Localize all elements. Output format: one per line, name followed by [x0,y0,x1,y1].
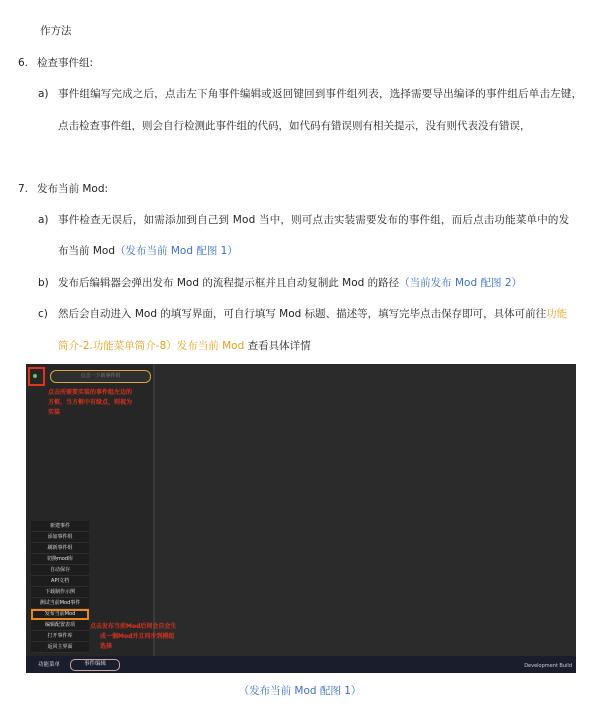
list-number-6: 6. [18,57,29,69]
new-event-group-input[interactable]: 点击一下新事件组 [50,370,151,383]
menu-item-api-docs[interactable]: API文档 [31,576,89,587]
list-marker-7a: a) [38,214,49,226]
paragraph-7b [58,276,522,290]
menu-item-test-mod-events[interactable]: 测试当前Mod事件 [31,598,89,609]
panel-divider [153,364,155,656]
heading-check-event-group: 检查事件组: [37,57,94,69]
implemented-green-dot[interactable] [33,374,37,378]
paragraph-7a-text: 布当前 Mod [58,245,115,257]
menu-item-open-event-library[interactable]: 打开事件库 [31,631,89,642]
menu-item-publish-mod[interactable]: 发布当前Mod [31,609,89,620]
function-menu [31,521,89,653]
build-label: Development Build [524,663,572,669]
list-marker-7c: c) [38,308,48,320]
figure-caption: （发布当前 Mod 配图 1） [238,685,362,697]
annotation-line: 选择 [100,643,113,650]
paragraph-6a-line1: 事件组编写完成之后，点击左下角事件编辑或返回键回到事件组列表，选择需要导出编译的事件组后单击左键， [58,88,583,100]
figure-ref-link[interactable]: （发布当前 Mod 配图 1） [115,245,238,257]
annotation-line: 实装 [48,409,61,416]
paragraph-7c-line1 [58,307,567,321]
editor-screenshot [26,364,576,673]
menu-item-add-event-group[interactable]: 添加事件组 [31,532,89,543]
annotation-line: 方框，当方框中有绿点，则视为 [48,399,133,406]
menu-item-refresh-event-group[interactable]: 刷新事件组 [31,543,89,554]
paragraph-7a-line1: 事件检查无误后，如需添加到自己到 Mod 当中，则可点击实装需要发布的事件组，而后点击功能菜单中的发 [58,214,570,226]
tab-function-menu[interactable]: 功能菜单 [37,662,60,668]
annotation-publish-hint [90,622,176,652]
menu-item-edit-config[interactable]: 编辑配置表项 [31,620,89,631]
paragraph-6a-line2: 点击检查事件组，则会自行检测此事件组的代码，如代码有错误则有相关提示，没有则代表没有错误， [58,120,531,132]
annotation-line: 成一個Mod并且同步到模组 [100,633,175,640]
list-marker-7b: b) [38,277,49,289]
feature-link-part2[interactable]: 简介-2.功能菜单简介-8）发布当前 Mod [58,340,245,352]
paragraph-7c-text: 然后会自动进入 Mod 的填写界面，可自行填写 Mod 标题、描述等，填写完毕点击保存即可，具体可前往 [58,308,547,320]
paragraph-7b-text: 发布后编辑器会弹出发布 Mod 的流程提示框并且自动复制此 Mod 的路径 [58,277,400,289]
menu-item-switch-mod-library[interactable]: 切换mod库 [31,554,89,565]
menu-item-new-event[interactable]: 新建事件 [31,521,89,532]
annotation-checkbox-hint [48,388,132,418]
section-tail-text: 作方法 [40,25,72,37]
figure-ref-link-2[interactable]: （当前发布 Mod 配图 2） [399,277,522,289]
menu-item-auto-save[interactable]: 自动保存 [31,565,89,576]
menu-item-return-main[interactable]: 返回主界面 [31,642,89,653]
feature-link-part1[interactable]: 功能 [546,308,568,320]
list-marker-6a: a) [38,88,49,100]
annotation-line: 点击发布当前Mod后则会自会生 [90,623,177,630]
heading-publish-mod: 发布当前 Mod: [37,183,109,195]
paragraph-7c-tail: 查看具体详情 [244,340,311,352]
paragraph-7c-line2 [58,339,311,353]
menu-item-download-examples[interactable]: 下载制作示例 [31,587,89,598]
tab-event-editor[interactable]: 事件编辑 [70,659,120,671]
annotation-line: 点击所需要实装的事件组左边的 [48,389,133,396]
paragraph-7a-line2 [58,244,238,258]
list-number-7: 7. [18,183,29,195]
